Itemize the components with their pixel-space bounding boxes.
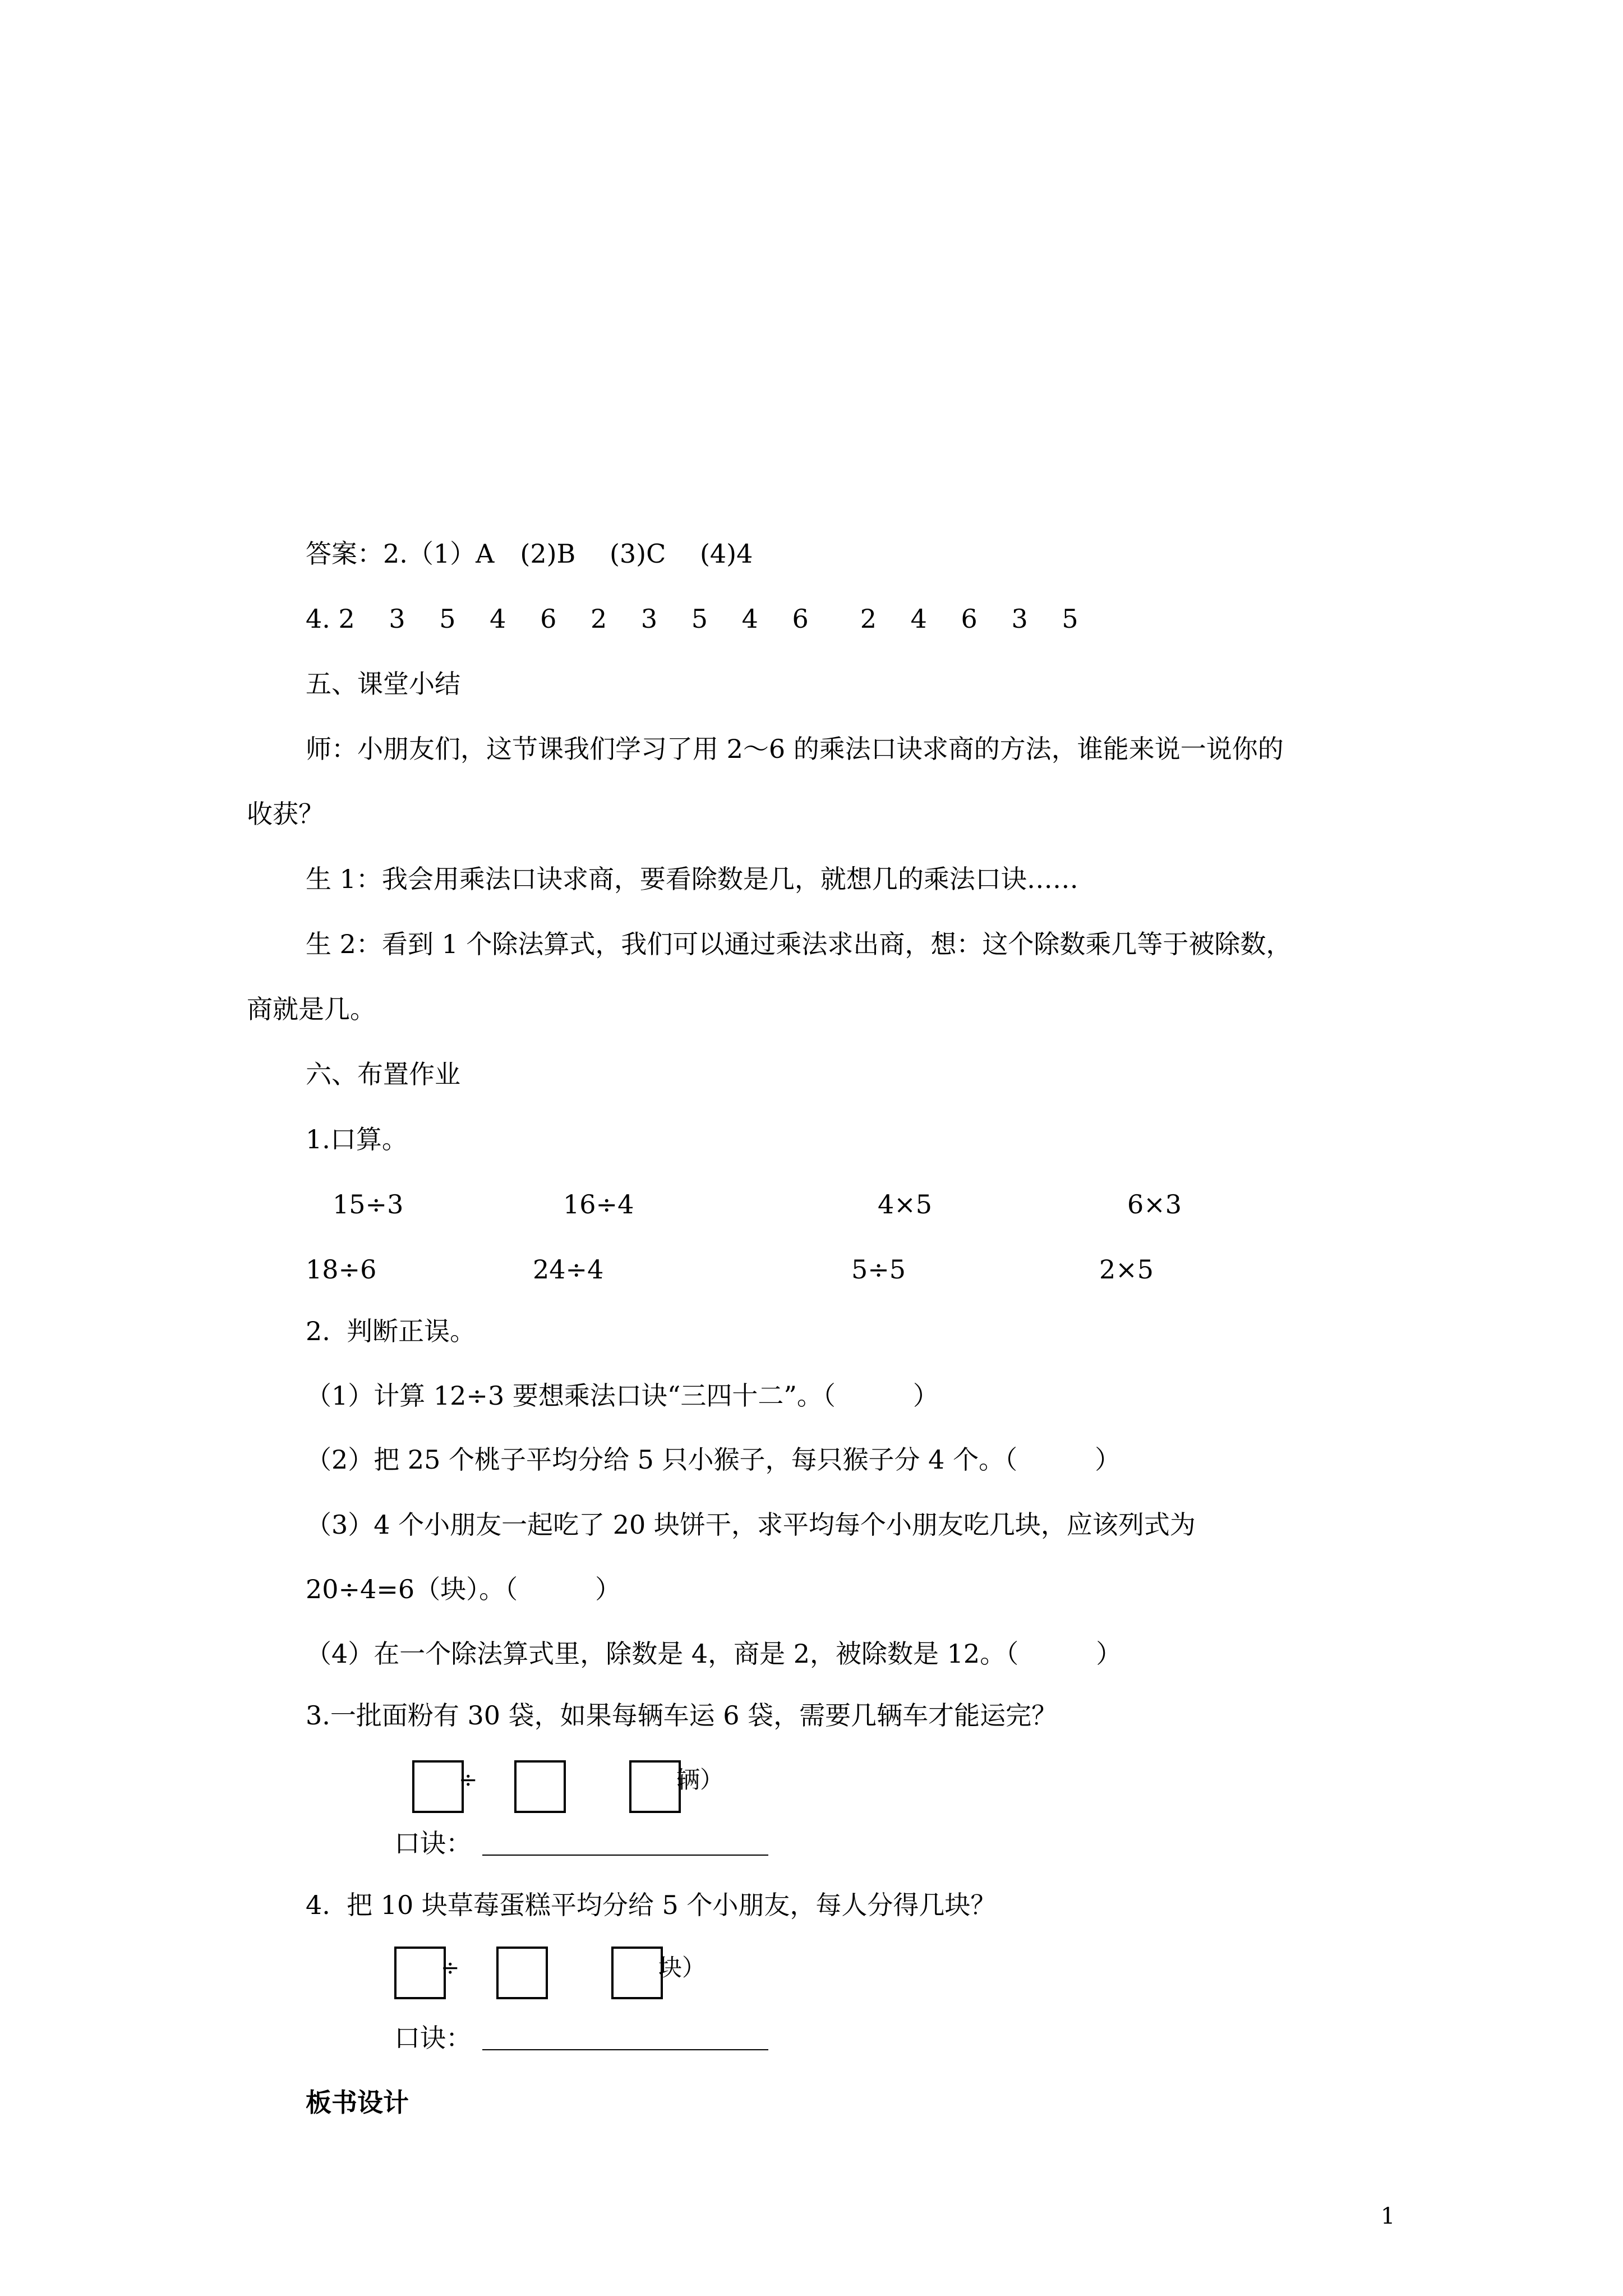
q3-unit: 辆）	[676, 1766, 724, 1793]
student-2-line-2: 商就是几。	[247, 994, 376, 1024]
q3-division-sign: ÷	[459, 1767, 478, 1793]
homework-heading: 六、布置作业	[306, 1059, 460, 1089]
judge-item-2: （2）把 25 个桃子平均分给 5 只小猴子，每只猴子分 4 个。（ ）	[306, 1444, 1121, 1475]
judge-item-1: （1）计算 12÷3 要想乘法口诀“三四十二”。（ ）	[306, 1381, 939, 1411]
student-1-line: 生 1：我会用乘法口诀求商，要看除数是几，就想几的乘法口诀……	[306, 864, 1078, 894]
calc-item: 15÷3	[333, 1189, 404, 1220]
calc-item: 16÷4	[563, 1189, 634, 1220]
q3-koujue-line[interactable]	[482, 1855, 768, 1856]
q4-title: 4. 把 10 块草莓蛋糕平均分给 5 个小朋友，每人分得几块？	[306, 1890, 997, 1920]
answer-line-2: 4. 2 3 5 4 6 2 3 5 4 6 2 4 6 3 5	[306, 604, 1078, 634]
judge-item-3-cont: 20÷4=6（块）。（ ）	[306, 1574, 621, 1604]
q3-answer-box-2[interactable]	[514, 1760, 566, 1813]
judge-item-3: （3）4 个小朋友一起吃了 20 块饼干，求平均每个小朋友吃几块，应该列式为	[306, 1510, 1196, 1540]
q4-answer-box-3[interactable]	[611, 1947, 663, 1999]
q3-answer-box-3[interactable]	[629, 1760, 681, 1813]
calc-item: 18÷6	[306, 1254, 377, 1285]
summary-heading: 五、课堂小结	[306, 669, 460, 699]
student-2-line-1: 生 2：看到 1 个除法算式，我们可以通过乘法求出商，想：这个除数乘几等于被除数，	[306, 929, 1292, 959]
calc-item: 24÷4	[533, 1254, 604, 1285]
q3-koujue-label: 口诀：	[394, 1828, 472, 1858]
page-number: 1	[1381, 2203, 1395, 2229]
judge-item-4: （4）在一个除法算式里，除数是 4，商是 2，被除数是 12。（ ）	[306, 1639, 1122, 1669]
q4-division-sign: ÷	[441, 1955, 460, 1981]
q3-title: 3.一批面粉有 30 袋，如果每辆车运 6 袋，需要几辆车才能运完？	[306, 1700, 1058, 1731]
answer-line-1: 答案：2.（1）A (2)B (3)C (4)4	[306, 539, 753, 569]
q4-answer-box-2[interactable]	[496, 1947, 548, 1999]
q4-koujue-label: 口诀：	[394, 2023, 472, 2053]
board-design-heading: 板书设计	[306, 2087, 409, 2118]
calc-item: 6×3	[1127, 1189, 1182, 1220]
teacher-line-2: 收获？	[247, 799, 324, 829]
calc-item: 5÷5	[851, 1254, 906, 1285]
q4-koujue-line[interactable]	[482, 2049, 768, 2050]
q4-unit: 块）	[658, 1954, 706, 1981]
teacher-line-1: 师：小朋友们，这节课我们学习了用 2～6 的乘法口诀求商的方法，谁能来说一说你的	[306, 734, 1284, 764]
calc-item: 2×5	[1099, 1254, 1154, 1285]
calc-item: 4×5	[878, 1189, 933, 1220]
q3-answer-box-1[interactable]	[412, 1760, 464, 1813]
q1-title: 1.口算。	[306, 1124, 408, 1154]
q4-answer-box-1[interactable]	[394, 1947, 446, 1999]
q2-title: 2. 判断正误。	[306, 1316, 476, 1346]
